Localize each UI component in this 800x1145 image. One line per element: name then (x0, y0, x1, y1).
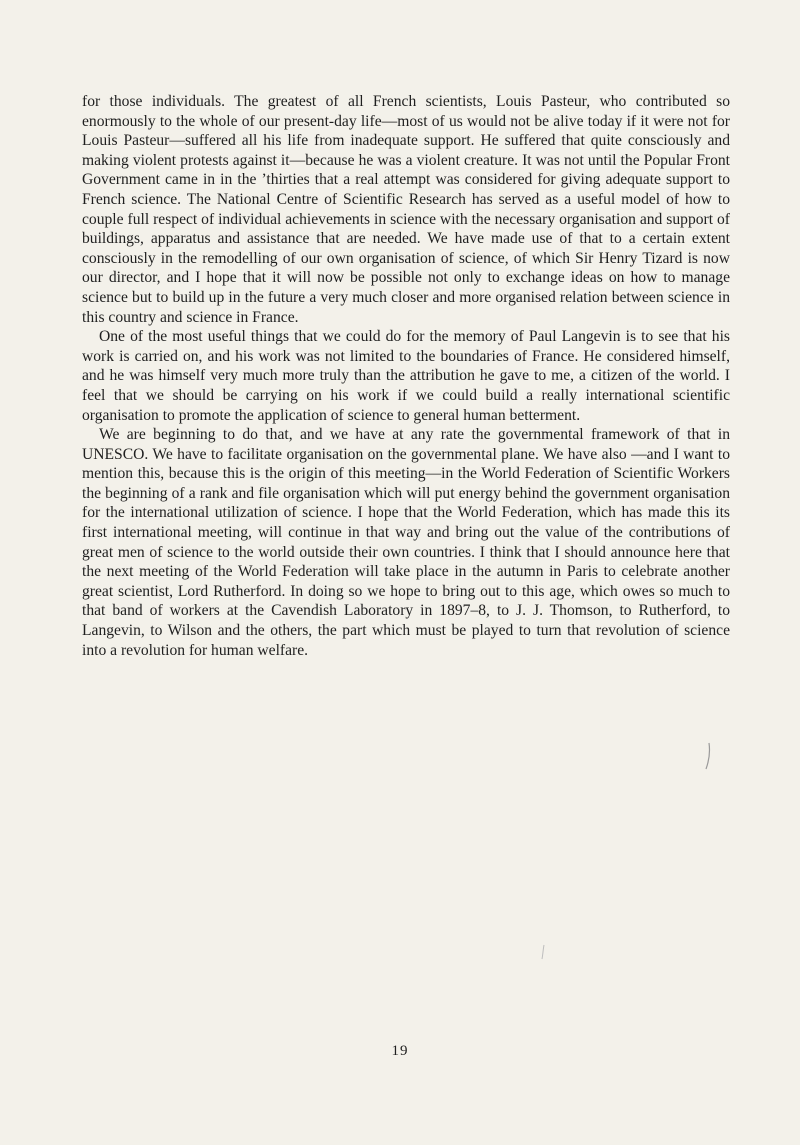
paragraph-2: One of the most useful things that we could do for the memory of Paul Langevin is to see that his work is carried on, and his work was not limited to the boundaries of France. He considered himself, and he was himself very much more truly than the attribution he gave to me, a citizen of the world. I feel that we should be carrying on his work if we could build a really international scientific organisation to promote the application of science to general human betterment. (82, 328, 730, 424)
page-number: 19 (391, 1043, 409, 1059)
paragraph-3: We are beginning to do that, and we have at any rate the governmental framework of that in UNESCO. We have to facilitate organisation on the governmental plane. We have also —and I want to mention this, because this is the origin of this meeting—in the World Federation of Scientific Workers the beginning of a rank and file organisation which will put energy behind the government organisation for the international utilization of science. I hope that the World Federation, which has made this its first international meeting, will continue in that way and bring out the value of the contributions of great men of science to the world outside their own countries. I think that I should announce here that the next meeting of the World Federation will take place in the autumn in Paris to celebrate another great scientist, Lord Rutherford. In doing so we hope to bring out to this age, which owes so much to that band of workers at the Cavendish Laboratory in 1897–8, to J. J. Thomson, to Rutherford, to Langevin, to Wilson and the others, the part which must be played to turn that revolution of science into a revolution for human welfare. (82, 426, 730, 659)
document-body (82, 92, 730, 660)
pencil-mark (704, 742, 712, 770)
pencil-mark-small (540, 944, 546, 960)
paragraph-1: for those individuals. The greatest of all French scientists, Louis Pasteur, who contributed so enormously to the whole of our present-day life—most of us would not be alive today if it were not for Louis Pasteur—suffered all his life from inadequate support. He suffered that quite consciously and making violent protests against it—because he was a violent creature. It was not until the Popular Front Government came in in the ’thirties that a real attempt was considered for giving adequate support to French science. The National Centre of Scientific Research has served as a useful model of how to couple full respect of individual achievements in science with the necessary organisation and support of buildings, apparatus and assistance that are needed. We have made use of that to a certain extent consciously in the remodelling of our own organisation of science, of which Sir Henry Tizard is now our director, and I hope that it will now be possible not only to exchange ideas on how to manage science but to build up in the future a very much closer and more organised relation between science in this country and science in France. (82, 93, 730, 326)
